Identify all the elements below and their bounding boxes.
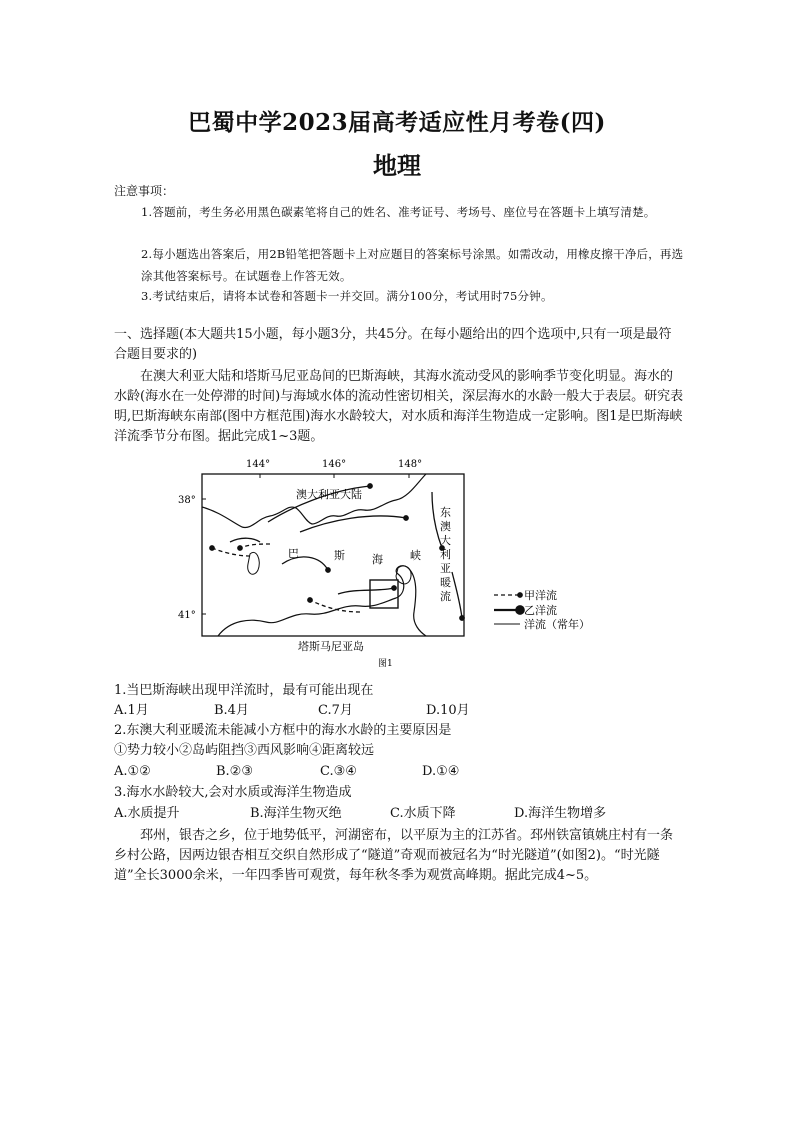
question-3-stem: 3.海水水龄较大,会对水质或海洋生物造成	[114, 785, 352, 800]
option: D.10月	[426, 703, 470, 718]
eac-char: 亚	[440, 562, 451, 575]
passage-2: 邳州，银杏之乡，位于地势低平，河湖密布，以平原为主的江苏省。邳州铁富镇姚庄村有一条乡村公路，因两边银杏相互交织自然形成了“隧道”奇观而被冠名为“时光隧道”(如图2)。“时光隧道”全长3000余米，一年四季皆可观赏，每年秋冬季为观赏高峰期。据此完成4~5。	[114, 828, 674, 883]
option: B.海洋生物灭绝	[250, 806, 342, 821]
eac-char: 东	[440, 506, 451, 519]
option: C.水质下降	[390, 806, 456, 821]
current-jia	[212, 548, 250, 556]
notice-item-3: 3.考试结束后，请将本试卷和答题卡一并交回。满分100分，考试用时75分钟。	[141, 289, 553, 303]
notice-heading: 注意事项：	[114, 184, 175, 198]
subject-title: 地理	[373, 151, 421, 180]
current-solid	[452, 572, 462, 618]
lat-label: 38°	[178, 495, 196, 506]
tasmania-coast	[218, 566, 426, 636]
study-box	[370, 580, 398, 608]
notice-item-1: 1.答题前，考生务必用黑色碳素笔将自己的姓名、准考证号、考场号、座位号在答题卡上填写清楚。	[141, 205, 656, 219]
question-1-stem: 1.当巴斯海峡出现甲洋流时，最有可能出现在	[114, 683, 374, 698]
question-2-options	[114, 762, 684, 782]
eac-char: 澳	[440, 520, 451, 533]
current-solid	[230, 538, 260, 542]
lon-label: 146°	[322, 459, 347, 470]
lon-label: 148°	[398, 459, 423, 470]
legend-yi: 乙洋流	[524, 604, 557, 617]
question-3-options	[114, 804, 684, 824]
eac-char: 流	[440, 590, 451, 603]
option: A.水质提升	[114, 806, 180, 821]
option: B.②③	[216, 764, 253, 779]
current-solid	[338, 588, 394, 594]
section-heading: 一、选择题(本大题共15小题，每小题3分，共45分。在每小题给出的四个选项中,只有一项是最符合题目要求的)	[114, 327, 672, 362]
question-1-options	[114, 701, 684, 721]
figure-1-map	[170, 452, 590, 672]
option: D.①④	[422, 764, 460, 779]
strait-char: 海	[372, 553, 383, 566]
eac-char: 暖	[440, 576, 451, 589]
exam-title: 巴蜀中学2023届高考适应性月考卷(四)	[188, 109, 606, 136]
legend-perennial: 洋流（常年）	[524, 618, 590, 631]
figure-caption: 图1	[378, 659, 393, 669]
lat-label: 41°	[178, 610, 196, 621]
option: C.7月	[318, 703, 353, 718]
current-solid	[300, 516, 406, 532]
eac-char: 利	[440, 548, 451, 561]
notice-item-2: 2.每小题选出答案后，用2B铅笔把答题卡上对应题目的答案标号涂黑。如需改动，用橡皮擦干净后，再选涂其他答案标号。在试题卷上作答无效。	[141, 247, 684, 283]
question-2-stem: 2.东澳大利亚暖流未能减小方框中的海水水龄的主要原因是	[114, 723, 452, 738]
current-jia	[240, 544, 270, 548]
strait-char: 斯	[334, 549, 345, 562]
legend-jia: 甲洋流	[524, 589, 557, 602]
lon-label: 144°	[246, 459, 271, 470]
map-legend	[494, 588, 590, 631]
eac-char: 大	[440, 534, 451, 547]
passage-1: 在澳大利亚大陆和塔斯马尼亚岛间的巴斯海峡，其海水流动受风的影响季节变化明显。海水的水龄(海水在一处停滞的时间)与海域水体的流动性密切相关，深层海水的水龄一般大于表层。研究表明,巴斯海峡东南部(图中方框范围)海水水龄较大，对水质和海洋生物造成一定影响。图1是巴斯海峡洋流季节分布图。据此完成1~3题。	[114, 369, 684, 444]
option: B.4月	[214, 703, 249, 718]
question-2-statements: ①势力较小②岛屿阻挡③西风影响④距离较远	[114, 743, 375, 758]
strait-char: 峡	[410, 549, 421, 562]
australia-label: 澳大利亚大陆	[296, 488, 362, 501]
tasmania-label: 塔斯马尼亚岛	[298, 640, 364, 653]
option: C.③④	[320, 764, 357, 779]
option: A.1月	[114, 703, 149, 718]
strait-char: 巴	[288, 547, 299, 560]
option: A.①②	[114, 764, 151, 779]
bass-strait-map	[170, 452, 590, 672]
option: D.海洋生物增多	[514, 806, 607, 821]
